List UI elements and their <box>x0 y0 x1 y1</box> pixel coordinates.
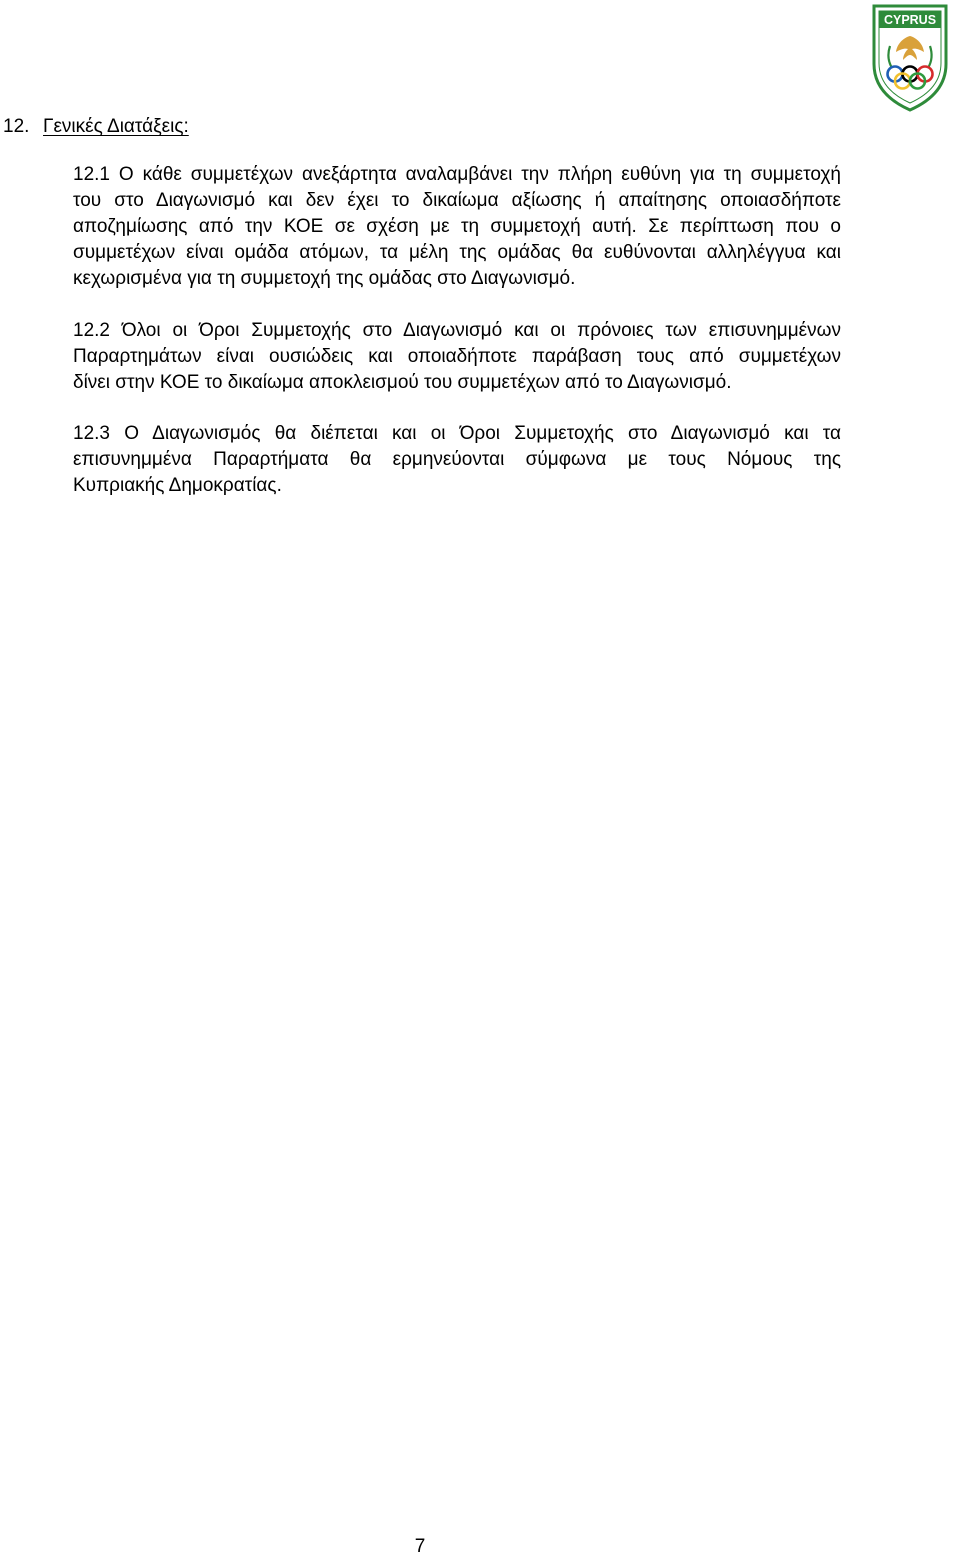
logo-wordmark: CYPRUS <box>883 13 937 27</box>
section-heading <box>0 114 500 140</box>
paragraph-12-3 <box>73 421 841 499</box>
paragraph-line: του στο Διαγωνισμό και δεν έχει το δικαίωμα αξίωσης ή απαίτησης οποιασδήποτε <box>73 190 841 211</box>
paragraph-line: αποζημίωσης από την ΚΟΕ σε σχέση με τη συμμετοχή αυτή. Σε περίπτωση που ο <box>73 216 841 237</box>
paragraph-12-1 <box>73 162 841 292</box>
cyprus-olympic-logo <box>870 2 950 112</box>
page-number: 7 <box>414 1536 426 1557</box>
paragraph-line: συμμετέχων είναι ομάδα ατόμων, τα μέλη της ομάδας θα ευθύνονται αλληλέγγυα και <box>73 242 841 263</box>
paragraph-line: 12.2 Όλοι οι Όροι Συμμετοχής στο Διαγωνισμό και οι πρόνοιες των επισυνημμένων <box>73 320 841 341</box>
paragraph-line: επισυνημμένα Παραρτήματα θα ερμηνεύονται σύμφωνα με τους Νόμους της <box>73 449 841 470</box>
paragraph-line: Κυπριακής Δημοκρατίας. <box>73 475 282 496</box>
paragraph-line: κεχωρισμένα για τη συμμετοχή της ομάδας στο Διαγωνισμό. <box>73 268 576 289</box>
paragraph-line: δίνει στην ΚΟΕ το δικαίωμα αποκλεισμού του συμμετέχων από το Διαγωνισμό. <box>73 372 732 393</box>
paragraph-line: 12.1 Ο κάθε συμμετέχων ανεξάρτητα αναλαμβάνει την πλήρη ευθύνη για τη συμμετοχή <box>73 164 841 185</box>
shield-icon <box>870 2 950 112</box>
paragraph-12-2 <box>73 318 841 396</box>
section-title: Γενικές Διατάξεις: <box>43 116 189 137</box>
paragraph-line: Παραρτημάτων είναι ουσιώδεις και οποιαδήποτε παράβαση τους από συμμετέχων <box>73 346 841 367</box>
section-number: 12. <box>3 116 30 137</box>
paragraph-line: 12.3 Ο Διαγωνισμός θα διέπεται και οι Όροι Συμμετοχής στο Διαγωνισμό και τα <box>73 423 841 444</box>
